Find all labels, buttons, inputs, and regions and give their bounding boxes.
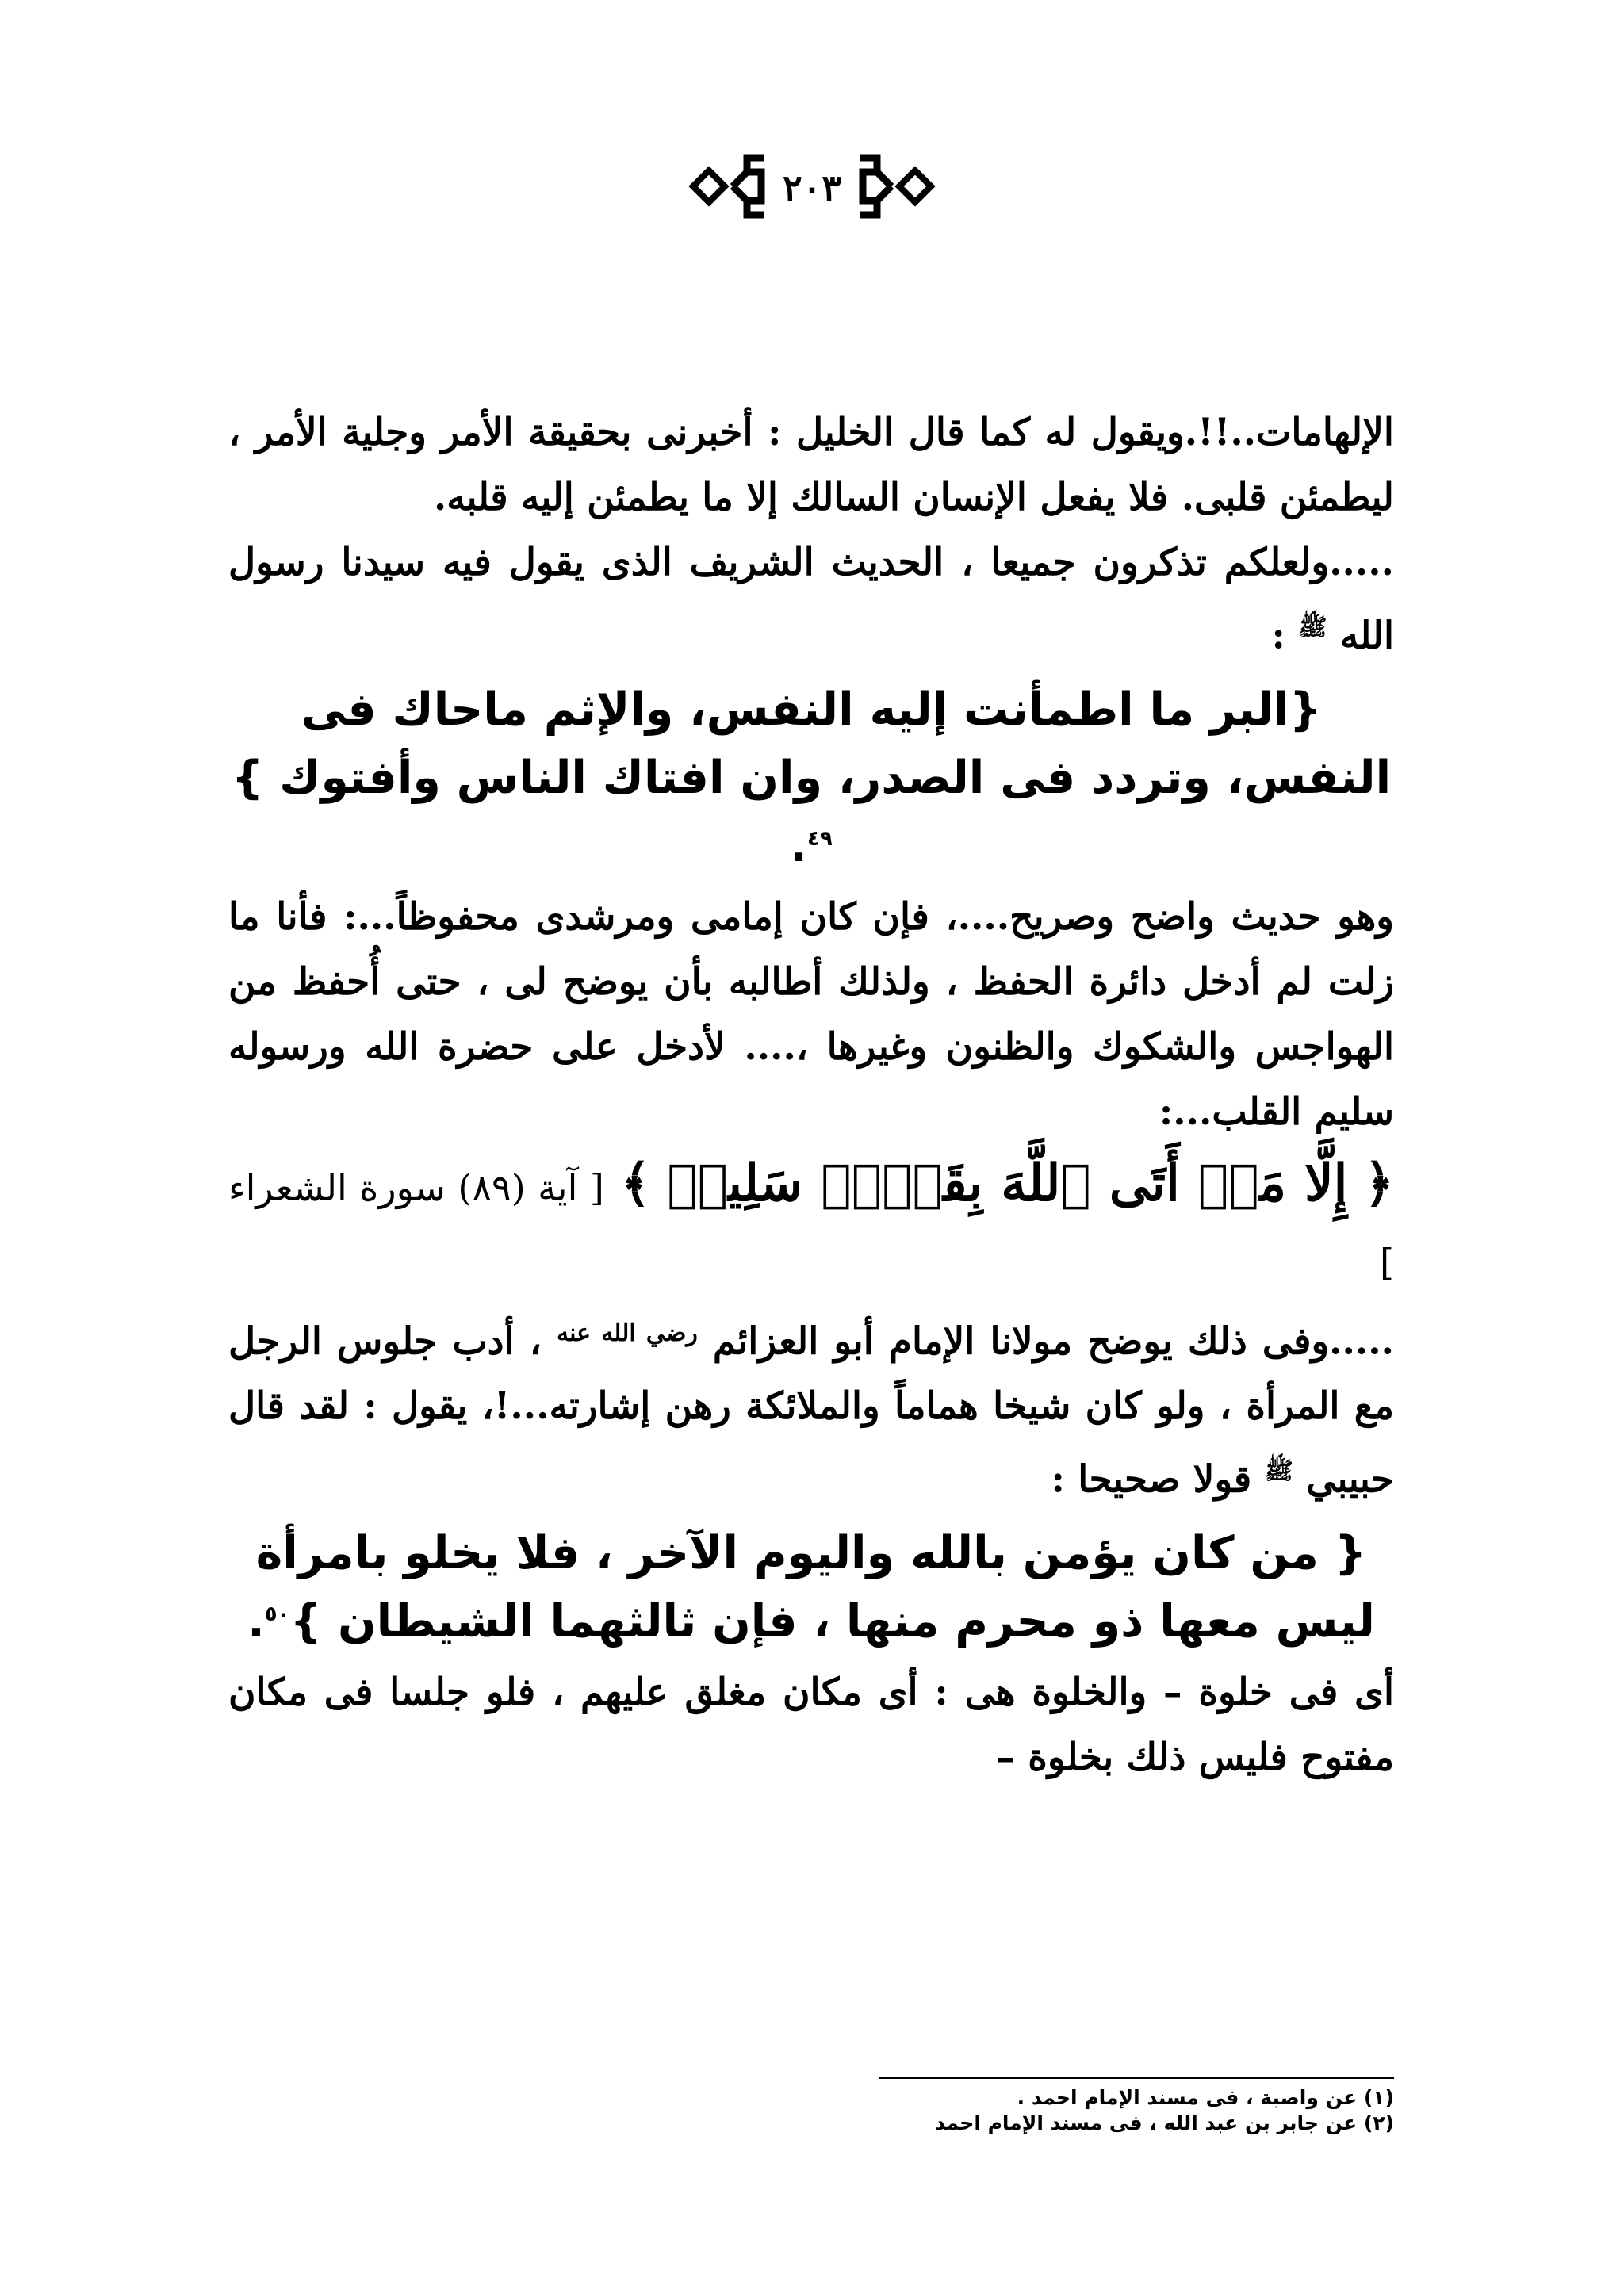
- salawat-mark: ﷺ: [1298, 614, 1327, 641]
- footnote-1: (١) عن واصبة ، فى مسند الإمام احمد .: [1017, 2086, 1394, 2109]
- hadith-2-text: { من كان يؤمن بالله واليوم الآخر ، فلا يخلو بامرأة ليس معها ذو محرم منها ، فإن ثالثهما الشيطان }: [255, 1526, 1375, 1648]
- footnote-divider: [879, 2077, 1394, 2079]
- verse-text: إِلَّا مَنۡ أَتَى ٱللَّهَ بِقَلۡبٖ سَلِيمٖ: [667, 1153, 1348, 1213]
- paragraph-4-a: .....وفى ذلك يوضح مولانا الإمام أبو العزائم: [712, 1319, 1394, 1364]
- paragraph-2: [228, 530, 1394, 669]
- paragraph-4: [228, 1301, 1394, 1513]
- paragraph-5: أى فى خلوة – والخلوة هى : أى مكان مغلق عليهم ، فلو جلسا فى مكان مفتوح فليس ذلك بخلوة –: [228, 1670, 1394, 1779]
- radiyallah-mark: رضي الله عنه: [556, 1319, 698, 1347]
- verse-close-bracket: ﴾: [620, 1153, 651, 1213]
- footnotes: [680, 2085, 1394, 2136]
- quran-verse: [228, 1148, 1394, 1298]
- hadith-1-text: {البر ما اطمأنت إليه النفس، والإثم ماحاك فى النفس، وتردد فى الصدر، وان افتاك الناس وأفتوك }: [231, 683, 1392, 804]
- paragraph-4-c: قولا صحيحا :: [1051, 1457, 1265, 1502]
- paragraph-2-end: :: [1271, 614, 1299, 658]
- footnote-marker-1: ٤٩: [806, 826, 833, 851]
- page-number: ٢٠٣: [782, 167, 842, 209]
- page-body: [228, 400, 1394, 1790]
- page-header: [0, 147, 1624, 226]
- paragraph-1: الإلهامات..!!.ويقول له كما قال الخليل : أخبرنى بحقيقة الأمر وجلية الأمر ، ليطمئن قلبى. فلا يفعل الإنسان السالك إلا ما يطمئن إليه قلبه.: [228, 411, 1394, 519]
- paragraph-4-b: ، أدب جلوس الرجل مع المرأة ، ولو كان شيخا هماماً والملائكة رهن إشارته...!، يقول : لقد قال حبيبي: [228, 1319, 1394, 1502]
- footnote-2: (٢) عن جابر بن عبد الله ، فى مسند الإمام احمد: [935, 2111, 1394, 2134]
- footnote-marker-2: ٥٠: [264, 1602, 290, 1626]
- hadith-quote-1: [228, 676, 1394, 880]
- hadith-1-end: .: [790, 819, 807, 872]
- salawat-mark-2: ﷺ: [1264, 1457, 1293, 1486]
- verse-open-bracket: ﴿: [1364, 1153, 1394, 1213]
- hadith-quote-2: [228, 1519, 1394, 1656]
- verse-reference: [ آية (٨٩) سورة الشعراء ]: [228, 1166, 1394, 1284]
- hadith-2-end: .: [247, 1594, 265, 1648]
- paragraph-3: وهو حديث واضح وصريح....، فإن كان إمامى ومرشدى محفوظاً...: فأنا ما زلت لم أدخل دائرة الحفظ ، ولذلك أطالبه بأن يوضح لى ، حتى أُحفظ من الهواجس والشكوك والظنون وغيرها ،.... لأدخل على حضرة الله ورسوله سليم القلب...:: [228, 894, 1394, 1134]
- paragraph-2-text: .....ولعلكم تذكرون جميعا ، الحديث الشريف الذى يقول فيه سيدنا رسول الله: [228, 541, 1394, 658]
